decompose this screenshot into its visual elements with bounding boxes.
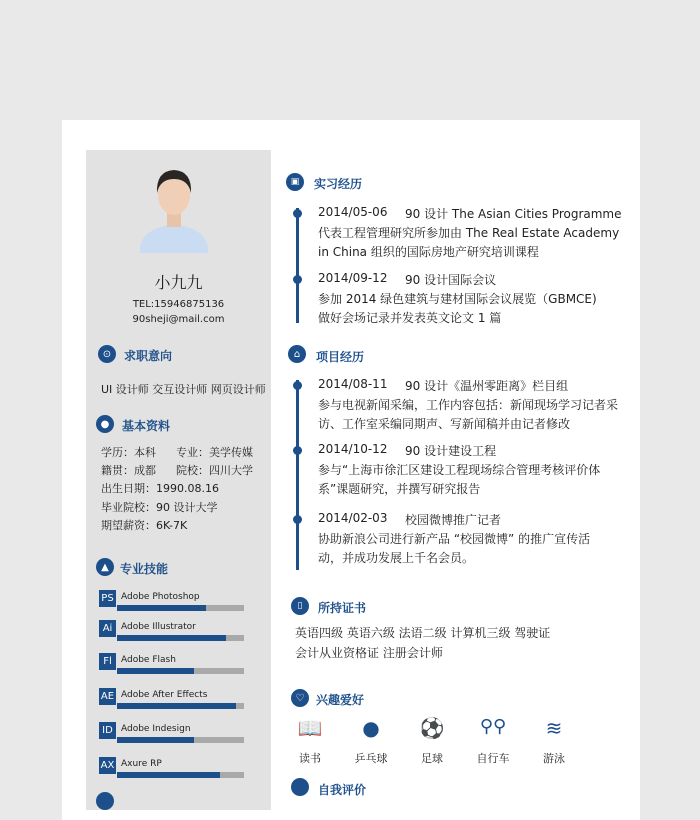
skill-badge: AE — [99, 688, 116, 705]
hobby-label: 足球 — [421, 752, 443, 765]
entry-description: 系”课题研究，并撰写研究报告 — [318, 482, 481, 496]
entry-org: 校园微博推广记者 — [405, 513, 502, 527]
section-title-hobbies: 兴趣爱好 — [316, 693, 365, 707]
rocket-icon: ▲ — [96, 558, 114, 576]
skill-name: Adobe After Effects — [121, 690, 208, 700]
hobby-label: 乒乓球 — [354, 752, 388, 765]
entry-description: 动，并成功发展上千名会员。 — [318, 551, 475, 565]
swimming-icon: ≋ — [545, 716, 563, 740]
document-icon: ▯ — [291, 597, 309, 615]
basic-graduated: 毕业院校：90 设计大学 — [101, 501, 218, 514]
hobby-football — [402, 716, 462, 766]
entry-description: 参加 2014 绿色建筑与建材国际会议展览（GBMCE) — [318, 292, 597, 306]
skill-name: Adobe Illustrator — [121, 622, 196, 632]
user-icon: ● — [96, 415, 114, 433]
section-title-basic: 基本资料 — [122, 419, 171, 433]
section-title-internship: 实习经历 — [314, 177, 363, 191]
entry-org: 90 设计建设工程 — [405, 444, 497, 458]
basic-major: 专业：美学传媒 — [176, 446, 253, 459]
intent-text: UI 设计师 交互设计师 网页设计师 — [101, 383, 266, 396]
skill-name: Adobe Indesign — [121, 724, 191, 734]
timeline-dot — [293, 446, 302, 455]
skill-level-fill — [117, 635, 226, 641]
basic-birthday: 出生日期：1990.08.16 — [101, 482, 219, 495]
entry-description: 协助新浪公司进行新产品 “校园微博” 的推广宣传活 — [318, 532, 591, 546]
timeline-line — [296, 380, 299, 570]
timeline-line — [296, 208, 299, 323]
heart-icon: ♡ — [291, 689, 309, 707]
search-icon: ⊙ — [98, 345, 116, 363]
section-title-projects: 项目经历 — [316, 350, 365, 364]
entry-org: 90 设计国际会议 — [405, 273, 497, 287]
entry-description: in China 组织的国际房地产研究培训课程 — [318, 245, 539, 259]
skill-level-bar — [117, 703, 244, 709]
hobby-label: 游泳 — [543, 752, 565, 765]
profile-name: 小九九 — [154, 273, 203, 292]
basic-school: 院校：四川大学 — [176, 464, 253, 477]
skill-level-bar — [117, 772, 244, 778]
entry-description: 参与“上海市徐汇区建设工程现场综合管理考核评价体 — [318, 463, 601, 477]
skill-badge: Ai — [99, 620, 116, 637]
entry-date: 2014/09-12 — [318, 271, 388, 285]
section-title-intent: 求职意向 — [124, 349, 173, 363]
home-icon: ⌂ — [288, 345, 306, 363]
section-title-self: 自我评价 — [318, 783, 367, 797]
certs-line: 会计从业资格证 注册会计师 — [295, 646, 443, 660]
bicycle-icon: ⚲⚲ — [479, 716, 507, 737]
entry-date: 2014/08-11 — [318, 377, 388, 391]
entry-date: 2014/05-06 — [318, 205, 388, 219]
hobby-swimming — [524, 716, 584, 766]
skill-level-bar — [117, 737, 244, 743]
avatar-photo — [138, 165, 210, 253]
basic-salary: 期望薪资：6K-7K — [101, 519, 188, 532]
skill-level-fill — [117, 605, 206, 611]
skill-badge: ID — [99, 722, 116, 739]
section-title-skills: 专业技能 — [120, 562, 169, 576]
hobby-label: 读书 — [299, 752, 321, 765]
entry-description: 访、工作室采编同期声、写新闻稿并由记者修改 — [318, 417, 571, 431]
pingpong-icon: ● — [362, 716, 380, 740]
skill-badge: Fl — [99, 653, 116, 670]
entry-org: 90 设计《温州零距离》栏目组 — [405, 379, 569, 393]
section-icon — [96, 792, 114, 810]
hobbies-list — [280, 716, 584, 766]
skill-level-fill — [117, 737, 194, 743]
skill-level-fill — [117, 668, 194, 674]
timeline-dot — [293, 209, 302, 218]
entry-description: 做好会场记录并发表英文论文 1 篇 — [318, 311, 502, 325]
skill-name: Axure RP — [121, 759, 162, 769]
hobby-cycling — [463, 716, 523, 766]
self-eval-icon — [291, 778, 309, 796]
hobby-pingpong — [341, 716, 401, 766]
profile-tel: TEL:15946875136 — [132, 299, 225, 310]
basic-hometown: 籍贯：成都 — [101, 464, 156, 477]
skill-level-fill — [117, 772, 220, 778]
timeline-dot — [293, 381, 302, 390]
skill-name: Adobe Flash — [121, 655, 176, 665]
entry-date: 2014/02-03 — [318, 511, 388, 525]
timeline-dot — [293, 275, 302, 284]
skill-name: Adobe Photoshop — [121, 592, 200, 602]
skill-badge: PS — [99, 590, 116, 607]
skill-level-bar — [117, 635, 244, 641]
hobby-label: 自行车 — [476, 752, 510, 765]
skill-badge: AX — [99, 757, 116, 774]
hobby-reading — [280, 716, 340, 766]
entry-description: 代表工程管理研究所参加由 The Real Estate Academy — [318, 226, 620, 240]
skill-level-bar — [117, 668, 244, 674]
basic-education: 学历：本科 — [101, 446, 156, 459]
book-icon: 📖 — [297, 716, 323, 740]
entry-description: 参与电视新闻采编，工作内容包括：新闻现场学习记者采 — [318, 398, 619, 412]
entry-org: 90 设计 The Asian Cities Programme — [405, 207, 622, 221]
section-title-certs: 所持证书 — [318, 601, 367, 615]
calendar-icon: ▣ — [286, 173, 304, 191]
profile-email: 90sheji@mail.com — [132, 314, 225, 325]
football-icon: ⚽ — [419, 716, 445, 740]
entry-date: 2014/10-12 — [318, 442, 388, 456]
skill-level-bar — [117, 605, 244, 611]
timeline-dot — [293, 515, 302, 524]
certs-line: 英语四级 英语六级 法语二级 计算机三级 驾驶证 — [295, 626, 551, 640]
skill-level-fill — [117, 703, 236, 709]
